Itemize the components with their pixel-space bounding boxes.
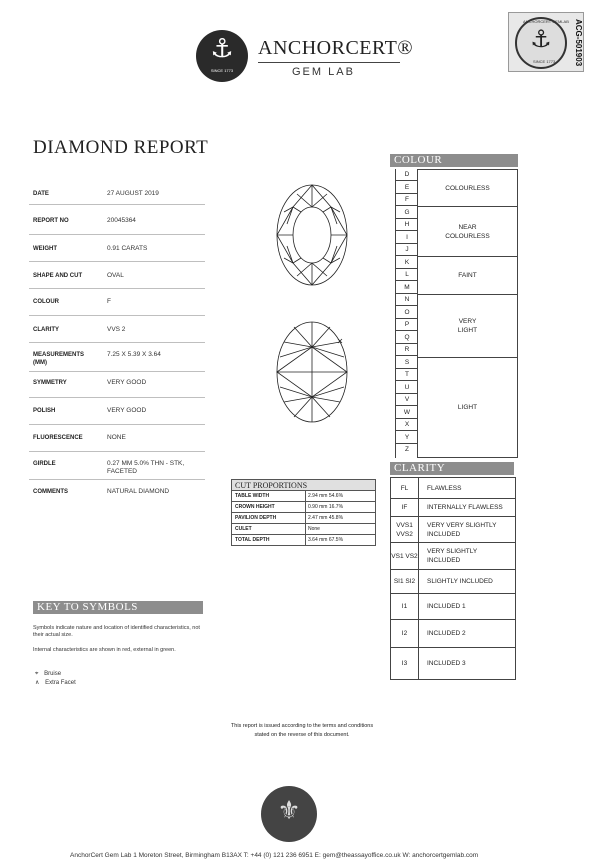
colour-grade: F (396, 194, 418, 206)
clarity-grade: I2 (391, 620, 419, 647)
logo-since-text: SINCE 1773 (210, 68, 234, 73)
detail-label: FLUORESCENCE (33, 435, 83, 441)
clarity-section-title: CLARITY (390, 462, 514, 475)
colour-grade: H (396, 219, 418, 231)
detail-value: OVAL (107, 272, 124, 279)
colour-group-label: NEAR COLOURLESS (445, 223, 490, 240)
clarity-grade: VVS1 VVS2 (391, 517, 419, 542)
anchorcert-logo (196, 30, 248, 82)
detail-value: 20045364 (107, 217, 136, 224)
clarity-row (390, 477, 516, 499)
colour-group-label: VERY LIGHT (457, 318, 478, 334)
colour-grade: R (396, 344, 418, 356)
cell-divider (305, 534, 306, 545)
clarity-row (390, 543, 516, 570)
footer-contact: AnchorCert Gem Lab 1 Moreton Street, Birmingham B13AX T: +44 (0) 121 236 6951 E: gem@theassayoffice.co.uk W: anchorcertgemlab.com (70, 852, 479, 859)
colour-group-near-colourless (418, 207, 518, 257)
colour-grade: G (396, 207, 418, 219)
clarity-description: INCLUDED 3 (427, 660, 466, 667)
colour-grade: J (396, 244, 418, 256)
detail-label: DATE (33, 191, 49, 197)
cell-divider (305, 523, 306, 534)
cut-proportion-label: PAVILION DEPTH (235, 515, 277, 521)
colour-grade: S (396, 357, 418, 369)
detail-value: 27 AUGUST 2019 (107, 190, 159, 197)
clarity-description: VERY SLIGHTLY INCLUDED (427, 548, 478, 564)
colour-grade: X (396, 419, 418, 431)
anchor-icon: ⚓ (210, 34, 234, 64)
detail-label: WEIGHT (33, 246, 57, 252)
colour-group-colourless (418, 169, 518, 207)
seal-serial: ACG-501903 (574, 19, 583, 67)
detail-value: VERY GOOD (107, 407, 147, 414)
clarity-grade: I1 (391, 594, 419, 619)
hologram-seal (508, 12, 584, 72)
legend-extra-facet (35, 679, 76, 686)
detail-row-date (29, 180, 205, 205)
clarity-description: INCLUDED 1 (427, 603, 466, 610)
emblem-icon: ⚜ (277, 796, 301, 826)
cut-proportion-row (231, 502, 376, 513)
detail-value: 0.27 MM 5.0% THN - STK, FACETED (107, 460, 185, 475)
detail-row-girdle (29, 452, 205, 480)
pavilion-diagram (272, 317, 352, 427)
colour-group-light (418, 358, 518, 458)
cut-proportion-label: CROWN HEIGHT (235, 504, 275, 510)
seal-ring-text: ANCHORCERT GEMLAB (523, 19, 569, 24)
clarity-row (390, 570, 516, 594)
seal-anchor-icon: ⚓ (530, 25, 552, 53)
colour-grade: W (396, 407, 418, 419)
cut-proportion-row (231, 491, 376, 502)
colour-grade: L (396, 269, 418, 281)
detail-row-shape (29, 262, 205, 289)
detail-label: MEASUREMENTS (MM) (33, 352, 85, 366)
colour-section-title: COLOUR (390, 154, 518, 167)
brand-name: ANCHORCERT® (258, 37, 414, 59)
cut-proportion-row (231, 524, 376, 535)
cut-proportion-value: 0.90 mm 16.7% (308, 504, 344, 510)
clarity-grade: SI1 SI2 (391, 570, 419, 593)
clarity-grade: IF (391, 499, 419, 516)
clarity-row (390, 620, 516, 648)
colour-group-faint (418, 257, 518, 295)
detail-row-weight (29, 235, 205, 262)
colour-grade: Q (396, 332, 418, 344)
detail-row-report-no (29, 205, 205, 235)
detail-row-measurements (29, 343, 205, 372)
detail-label: COMMENTS (33, 489, 68, 495)
detail-value: NATURAL DIAMOND (107, 488, 170, 495)
clarity-row (390, 648, 516, 680)
cut-proportion-label: CULET (235, 526, 252, 532)
detail-row-colour (29, 289, 205, 316)
report-title: DIAMOND REPORT (33, 137, 209, 158)
colour-grade: U (396, 382, 418, 394)
key-description: Symbols indicate nature and location of identified characteristics, not their actual size. (33, 625, 200, 638)
detail-label: COLOUR (33, 299, 59, 305)
clarity-description: VERY VERY SLIGHTLY INCLUDED (427, 521, 497, 538)
colour-grade: O (396, 307, 418, 319)
cut-proportion-label: TABLE WIDTH (235, 493, 270, 499)
legend-label: Extra Facet (45, 680, 76, 686)
clarity-row (390, 594, 516, 620)
cell-divider (305, 501, 306, 512)
seal-since-text: SINCE 1773 (533, 59, 556, 64)
cut-proportion-row (231, 513, 376, 524)
brand-divider (258, 62, 400, 63)
cut-proportion-value: None (308, 526, 320, 532)
detail-value: VVS 2 (107, 326, 126, 333)
clarity-row (390, 517, 516, 543)
key-colour-note: Internal characteristics are shown in red, external in green. (33, 647, 176, 653)
detail-label: SHAPE AND CUT (33, 273, 83, 279)
colour-grade: N (396, 294, 418, 306)
cut-proportion-row (231, 535, 376, 546)
detail-row-comments (29, 480, 205, 502)
clarity-row (390, 499, 516, 517)
colour-grade: P (396, 319, 418, 331)
legend-bruise (35, 671, 61, 678)
key-to-symbols-title: KEY TO SYMBOLS (33, 601, 203, 614)
detail-value: VERY GOOD (107, 379, 147, 386)
detail-label: SYMMETRY (33, 380, 67, 386)
assay-office-emblem (261, 786, 317, 842)
detail-value: 0.91 CARATS (107, 245, 148, 252)
crown-diagram (272, 180, 352, 290)
cut-proportion-label: TOTAL DEPTH (235, 537, 270, 543)
detail-label: CLARITY (33, 327, 59, 333)
bruise-symbol-icon: ⌖ (35, 671, 39, 677)
cell-divider (305, 490, 306, 501)
colour-grade: E (396, 182, 418, 194)
colour-grade: Y (396, 432, 418, 444)
colour-grade: V (396, 394, 418, 406)
colour-grade: M (396, 282, 418, 294)
cut-proportion-value: 2.47 mm 45.8% (308, 515, 344, 521)
detail-row-symmetry (29, 372, 205, 398)
colour-grade: T (396, 369, 418, 381)
colour-grade-column (395, 169, 418, 458)
colour-grade: D (396, 169, 418, 181)
detail-label: GIRDLE (33, 461, 56, 467)
colour-grade: I (396, 232, 418, 244)
clarity-description: FLAWLESS (427, 484, 462, 492)
colour-group-label: FAINT (458, 272, 477, 279)
clarity-grade: VS1 VS2 (391, 543, 419, 569)
colour-grade: Z (405, 446, 409, 453)
clarity-description: INTERNALLY FLAWLESS (427, 504, 503, 511)
clarity-grade: I3 (391, 648, 419, 679)
detail-row-fluorescence (29, 425, 205, 452)
detail-value: F (107, 298, 111, 305)
extra-facet-symbol-icon: ∧ (35, 680, 40, 686)
clarity-description: SLIGHTLY INCLUDED (427, 578, 493, 585)
detail-value: 7.25 X 5.39 X 3.64 (107, 351, 161, 358)
colour-group-very-light (418, 295, 518, 358)
terms-notice: This report is issued according to the terms and conditions stated on the reverse of this document. (230, 723, 374, 738)
colour-grade: K (396, 257, 418, 269)
cut-proportion-value: 3.64 mm 67.5% (308, 537, 344, 543)
clarity-grade: FL (391, 478, 419, 498)
detail-row-polish (29, 398, 205, 425)
colour-group-label: LIGHT (457, 404, 478, 411)
colour-group-label: COLOURLESS (445, 184, 490, 192)
detail-row-clarity (29, 316, 205, 343)
detail-value: NONE (107, 434, 126, 441)
cut-proportions-title: CUT PROPORTIONS (231, 479, 376, 491)
clarity-description: INCLUDED 2 (427, 630, 466, 637)
detail-label: REPORT NO (33, 218, 69, 224)
cell-divider (305, 512, 306, 523)
cut-proportion-value: 2.94 mm 54.6% (308, 493, 344, 499)
brand-subtitle: GEM LAB (292, 66, 355, 78)
detail-label: POLISH (33, 408, 56, 414)
legend-label: Bruise (44, 671, 62, 677)
